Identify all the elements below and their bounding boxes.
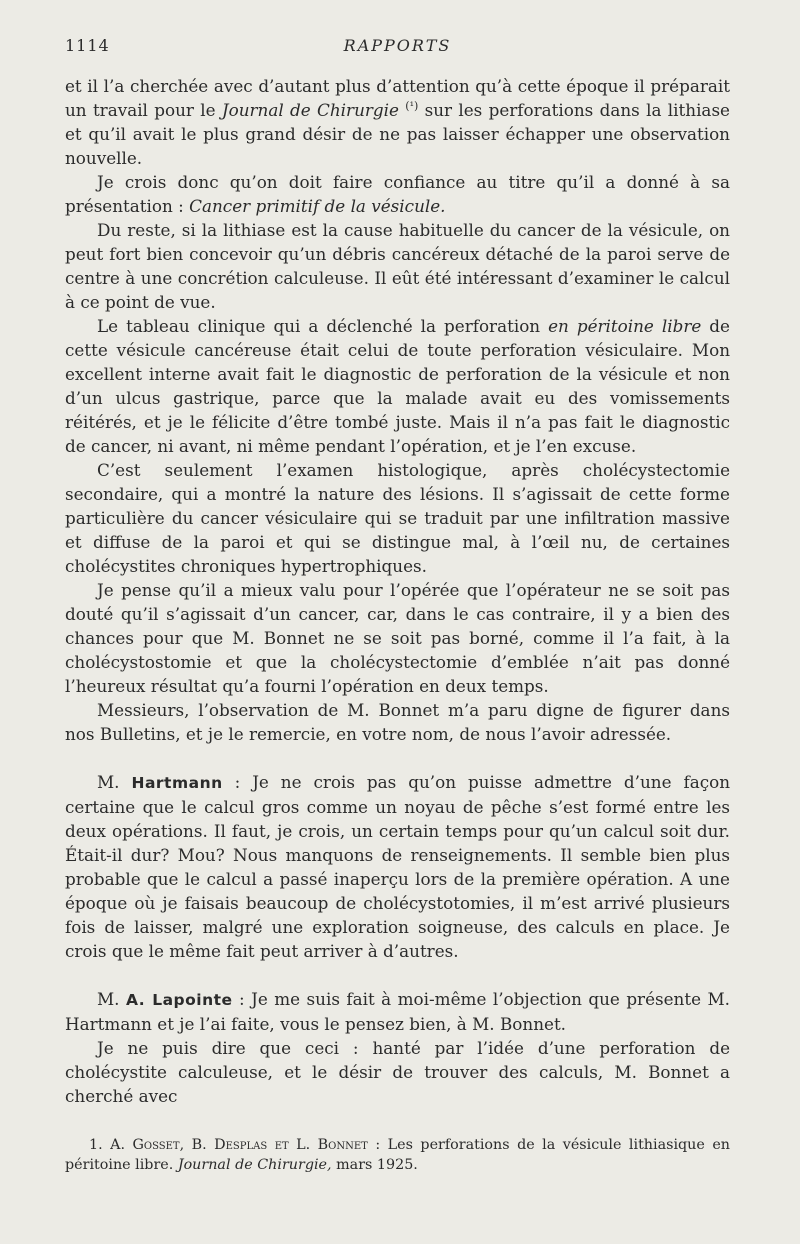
paragraph: et il l’a cherchée avec d’autant plus d’attention qu’à cette époque il préparait un travail pour le Journal de Chirurgie $^{(^1)}$ sur les perforations dans la lithiase et qu’il avait le plus grand désir de ne pas laisser échapper une observation nouvelle. xyxy=(65,76,730,168)
body-text xyxy=(65,74,730,1108)
paragraph: Je crois donc qu’on doit faire confiance au titre qu’il a donné à sa présentation : Cancer primitif de la vésicule. xyxy=(65,172,730,216)
speaker-name: A. Lapointe xyxy=(126,991,233,1009)
presentation-title: Cancer primitif de la vésicule. xyxy=(189,196,446,216)
footnote-number: 1. xyxy=(89,1137,103,1153)
footnote-authors: A. Gosset, B. Desplas et L. Bonnet : xyxy=(110,1137,381,1153)
running-head: RAPPORTS xyxy=(343,36,452,55)
section-gap xyxy=(65,746,730,770)
paragraph: Messieurs, l’observation de M. Bonnet m’a paru digne de figurer dans nos Bulletins, et je le remercie, en votre nom, de nous l’avoir adressée. xyxy=(65,700,730,744)
paragraph: Le tableau clinique qui a déclenché la perforation en péritoine libre de cette vésicule cancéreuse était celui de toute perforation vésiculaire. Mon excellent interne avait fait le diagnostic de perforation de la vésicule et non d’un ulcus gastrique, parce que la malade avait eu des vomissements réitérés, et je le félicite d’être tombé juste. Mais il n’a pas fait le diagnostic de cancer, ni avant, ni même pendant l’opération, et je l’en excuse. xyxy=(65,316,730,456)
footnote-ref: (¹) xyxy=(405,99,419,113)
paragraph: Je ne puis dire que ceci : hanté par l’idée d’une perforation de cholécystite calculeuse, et le désir de trouver des calculs, M. Bonnet a cherché avec xyxy=(65,1038,730,1106)
page-number: 1114 xyxy=(65,36,110,55)
footnote-title: Les perforations de la vésicule lithiasique en péritoine libre. xyxy=(65,1137,730,1173)
speaker-name: Hartmann xyxy=(131,774,223,792)
paragraph-hartmann: M. Hartmann : Je ne crois pas qu’on puisse admettre d’une façon certaine que le calcul gros comme un noyau de pêche s’est formé entre les deux opérations. Il faut, je crois, un certain temps pour qu’un calcul soit dur. Était-il dur? Mou? Nous manquons de renseignements. Il semble bien plus probable que le calcul a passé inaperçu lors de la première opération. A une époque où je faisais beaucoup de cholécystotomies, il m’est arrivé plusieurs fois de laisser, malgré une exploration soigneuse, des calculs en place. Je crois que le même fait peut arriver à d’autres. xyxy=(65,772,731,961)
paragraph-lapointe: M. A. Lapointe : Je me suis fait à moi-même l’objection que présente M. Hartmann et je l’ai faite, vous le pensez bien, à M. Bonnet. xyxy=(65,989,731,1034)
page-header xyxy=(65,36,730,56)
footnote-journal: Journal de Chirurgie, xyxy=(177,1157,332,1173)
paragraph: C’est seulement l’examen histologique, après cholécystectomie secondaire, qui a montré la nature des lésions. Il s’agissait de cette forme particulière du cancer vésiculaire qui se traduit par une infiltration massive et diffuse de la paroi et qui se distingue mal, à l’œil nu, de certaines cholécystites chroniques hypertrophiques. xyxy=(65,460,730,576)
footnote xyxy=(65,1135,730,1175)
footnote-date: mars 1925. xyxy=(336,1157,418,1173)
journal-title: Journal de Chirurgie xyxy=(221,100,399,120)
section-gap xyxy=(65,963,730,987)
paragraph: Du reste, si la lithiase est la cause habituelle du cancer de la vésicule, on peut fort bien concevoir qu’un débris cancéreux détaché de la paroi serve de centre à une concrétion calculeuse. Il eût été intéressant d’examiner le calcul à ce point de vue. xyxy=(65,220,730,312)
paragraph: Je pense qu’il a mieux valu pour l’opérée que l’opérateur ne se soit pas douté qu’il s’agissait d’un cancer, car, dans le cas contraire, il y a bien des chances pour que M. Bonnet ne se soit pas borné, comme il l’a fait, à la cholécystostomie et que la cholécystectomie d’emblée n’ait pas donné l’heureux résultat qu’a fourni l’opération en deux temps. xyxy=(65,580,730,696)
